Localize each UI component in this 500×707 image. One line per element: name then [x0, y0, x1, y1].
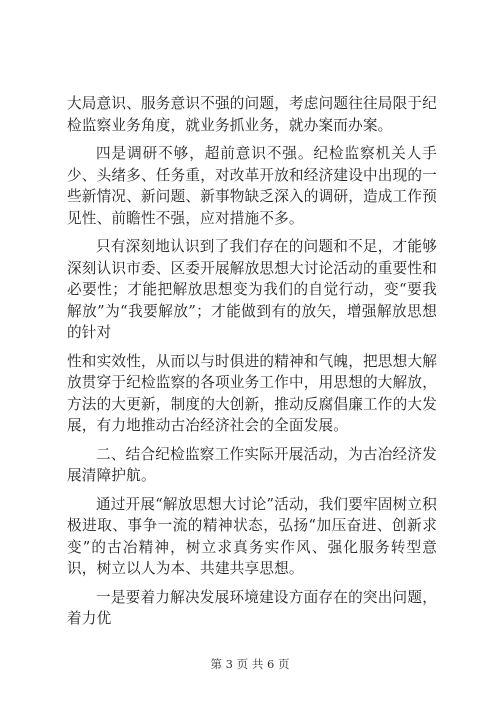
section-heading-two: 二、结合纪检监察工作实际开展活动，为古冶经济发展清障护航。: [67, 445, 437, 484]
document-body: [67, 93, 437, 637]
paragraph-effectiveness: 性和实效性，从而以与时俱进的精神和气魄，把思想大解放贯穿于纪检监察的各项业务工作中，用思想的大解放，方法的大更新，制度的大创新，推动反腐倡廉工作的大发展，有力地推动古冶经济社会的全面发展。: [67, 352, 437, 434]
page-footer: 第 3 页 共 6 页: [210, 657, 290, 671]
paragraph-first-point: 一是要着力解决发展环境建设方面存在的突出问题，着力优: [67, 588, 437, 627]
paragraph-discussion-activity: 通过开展“解放思想大讨论”活动，我们要牢固树立积极进取、事争一流的精神状态，弘扬“加压奋进、创新求变”的古冶精神，树立求真务实作风、强化服务转型意识，树立以人为本、共建共享思想。: [67, 495, 437, 577]
paragraph-continuation: 大局意识、服务意识不强的问题，考虑问题往往局限于纪检监察业务角度，就业务抓业务，就办案而办案。: [67, 95, 437, 134]
paragraph-fourth-point: 四是调研不够，超前意识不强。纪检监察机关人手少、头绪多、任务重，对改革开放和经济建设中出现的一些新情况、新问题、新事物缺乏深入的调研，造成工作预见性、前瞻性不强，应对措施不多。: [67, 145, 437, 227]
paragraph-recognize-problems: 只有深刻地认识到了我们存在的问题和不足，才能够深刻认识市委、区委开展解放思想大讨论活动的重要性和必要性；才能把解放思想变为我们的自觉行动，变“要我解放”为“我要解放”；才能做到有的放矢，增强解放思想的针对: [67, 238, 437, 341]
